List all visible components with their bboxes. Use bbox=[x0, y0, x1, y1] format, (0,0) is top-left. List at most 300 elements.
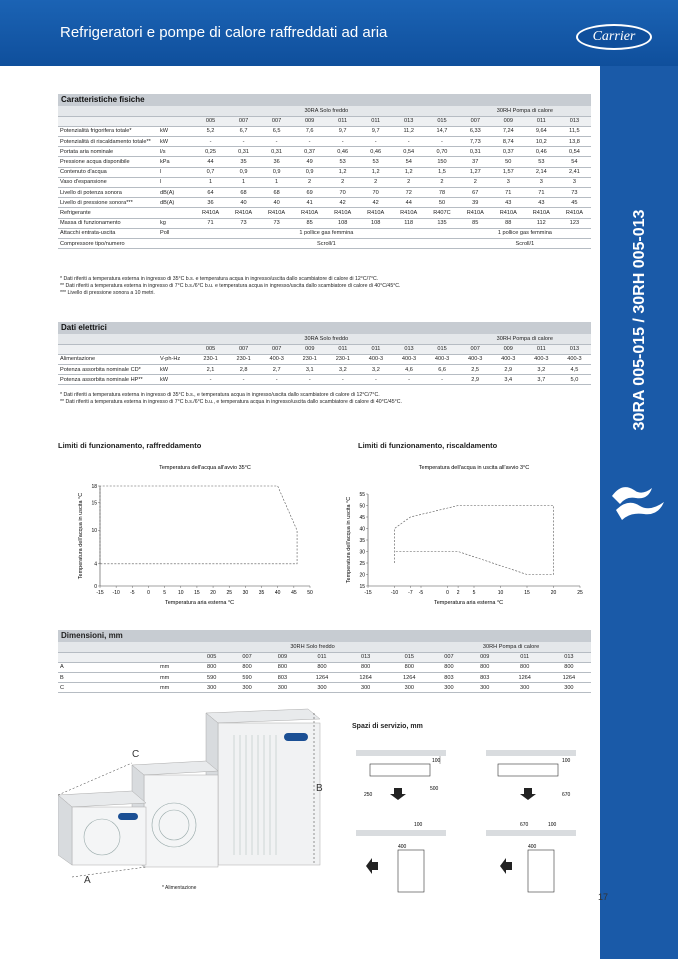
table-cell: R407C bbox=[425, 208, 459, 218]
model-header: 011 bbox=[300, 652, 344, 662]
table-cell: - bbox=[194, 375, 227, 385]
x-tick-label: -5 bbox=[130, 590, 135, 596]
table-cell: 42 bbox=[326, 198, 359, 208]
x-tick-label: 15 bbox=[194, 590, 200, 596]
model-header: 009 bbox=[492, 116, 525, 126]
table-cell: 803 bbox=[265, 673, 300, 683]
page-number: 17 bbox=[598, 892, 609, 902]
row-unit: Poll bbox=[158, 228, 194, 238]
x-tick-label: 2 bbox=[456, 590, 460, 596]
table-cell: 1,2 bbox=[359, 167, 392, 177]
row-label: Vaso d'espansione bbox=[58, 177, 158, 187]
physical-table bbox=[58, 106, 591, 249]
model-header: 013 bbox=[558, 116, 591, 126]
footnote: ** Dati riferiti a temperatura esterna in ingresso di 7°C b.s./6°C b.u., e temperatura acqua in ingresso/uscita dallo scambiatore di calore di 40°C/45°C. bbox=[60, 399, 402, 405]
group-header-rh: 30RH Pompa di calore bbox=[431, 642, 591, 652]
table-spacer bbox=[58, 334, 158, 344]
table-cell: 2 bbox=[326, 177, 359, 187]
row-unit: l bbox=[158, 167, 194, 177]
x-tick-label: 10 bbox=[497, 590, 504, 596]
table-cell: 0,9 bbox=[260, 167, 293, 177]
table-cell: 73 bbox=[260, 218, 293, 228]
service-dim-100-a: 100 bbox=[432, 758, 441, 764]
model-header: 011 bbox=[359, 116, 392, 126]
dim-label-c: C bbox=[132, 749, 140, 760]
table-cell: 8,74 bbox=[492, 137, 525, 147]
table-cell: 50 bbox=[492, 157, 525, 167]
heating-chart-title: Limiti di funzionamento, riscaldamento bbox=[358, 441, 498, 450]
table-cell: - bbox=[359, 137, 392, 147]
table-cell: 36 bbox=[194, 198, 227, 208]
group-header-rh: 30RH Pompa di calore bbox=[459, 106, 591, 116]
table-spacer bbox=[158, 642, 194, 652]
table-cell: 0,37 bbox=[293, 147, 326, 157]
service-dim-100-b: 100 bbox=[562, 758, 571, 764]
row-unit bbox=[158, 238, 194, 248]
row-unit: dB(A) bbox=[158, 198, 194, 208]
table-cell: 300 bbox=[503, 683, 547, 693]
table-row bbox=[58, 662, 591, 672]
table-cell: 39 bbox=[459, 198, 492, 208]
table-cell: 0,9 bbox=[227, 167, 260, 177]
x-tick-label: 0 bbox=[446, 590, 449, 596]
table-cell: - bbox=[326, 375, 359, 385]
row-unit: mm bbox=[158, 662, 194, 672]
table-cell: 400-3 bbox=[558, 354, 591, 364]
table-cell: 37 bbox=[459, 157, 492, 167]
table-cell: 1 bbox=[227, 177, 260, 187]
table-cell: - bbox=[359, 375, 392, 385]
table-cell: 0,54 bbox=[558, 147, 591, 157]
x-axis-label: Temperatura aria esterna °C bbox=[165, 600, 235, 606]
row-unit: l bbox=[158, 177, 194, 187]
table-cell: 0,70 bbox=[425, 147, 459, 157]
service-dim-400-b: 400 bbox=[528, 844, 537, 850]
table-cell: 590 bbox=[229, 673, 264, 683]
table-cell: 1,2 bbox=[326, 167, 359, 177]
table-row bbox=[58, 354, 591, 364]
table-cell: 0,54 bbox=[392, 147, 425, 157]
table-cell: - bbox=[392, 137, 425, 147]
row-label: Potenzialità frigorifera totale* bbox=[58, 126, 158, 136]
chart-subtitle: Temperatura dell'acqua all'avvio 35°C bbox=[159, 465, 251, 471]
page-header bbox=[0, 0, 678, 66]
model-header: 009 bbox=[467, 652, 503, 662]
table-cell: 400-3 bbox=[525, 354, 558, 364]
table-cell: 36 bbox=[260, 157, 293, 167]
table-cell: 800 bbox=[300, 662, 344, 672]
group-header-rh: 30RH Pompa di calore bbox=[459, 334, 591, 344]
table-group-row bbox=[58, 642, 591, 652]
table-cell: 1 pollice gas femmina bbox=[459, 228, 591, 238]
x-tick-label: 20 bbox=[210, 590, 216, 596]
table-cell: 85 bbox=[293, 218, 326, 228]
table-cell: 400-3 bbox=[392, 354, 425, 364]
table-cell: 800 bbox=[547, 662, 591, 672]
table-cell: 1,57 bbox=[492, 167, 525, 177]
service-dim-670-a: 670 bbox=[562, 792, 571, 798]
y-tick-label: 0 bbox=[94, 583, 97, 590]
table-cell: 40 bbox=[227, 198, 260, 208]
model-header: 013 bbox=[547, 652, 591, 662]
table-cell: 400-3 bbox=[426, 354, 459, 364]
y-tick-label: 15 bbox=[91, 500, 97, 507]
table-cell: 11,2 bbox=[392, 126, 425, 136]
table-group-row bbox=[58, 106, 591, 116]
table-cell: - bbox=[326, 137, 359, 147]
table-cell: 300 bbox=[467, 683, 503, 693]
table-cell: 41 bbox=[293, 198, 326, 208]
table-cell: 1264 bbox=[387, 673, 431, 683]
model-header: 005 bbox=[194, 116, 227, 126]
table-cell: 0,31 bbox=[260, 147, 293, 157]
model-header: 005 bbox=[194, 652, 229, 662]
row-unit bbox=[158, 208, 194, 218]
table-cell: R410A bbox=[459, 208, 492, 218]
table-cell: 2 bbox=[392, 177, 425, 187]
model-header: 013 bbox=[344, 652, 388, 662]
table-cell: 71 bbox=[492, 188, 525, 198]
table-spacer bbox=[158, 652, 194, 662]
table-cell: 1264 bbox=[300, 673, 344, 683]
y-tick-label: 50 bbox=[359, 503, 365, 510]
table-cell: 300 bbox=[547, 683, 591, 693]
table-cell: 800 bbox=[503, 662, 547, 672]
service-space-title: Spazi di servizio, mm bbox=[352, 723, 423, 730]
table-spacer bbox=[158, 106, 194, 116]
table-models-row bbox=[58, 116, 591, 126]
table-cell: 590 bbox=[194, 673, 229, 683]
row-label: Portata aria nominale bbox=[58, 147, 158, 157]
model-header: 009 bbox=[492, 344, 525, 354]
table-row bbox=[58, 375, 591, 385]
table-cell: 2,8 bbox=[227, 365, 260, 375]
dim-label-b: B bbox=[316, 783, 323, 794]
table-cell: 7,24 bbox=[492, 126, 525, 136]
table-cell: 2,41 bbox=[558, 167, 591, 177]
service-dim-100-d: 100 bbox=[548, 822, 557, 828]
model-header: 015 bbox=[387, 652, 431, 662]
table-cell: 230-1 bbox=[227, 354, 260, 364]
table-cell: - bbox=[293, 375, 326, 385]
table-cell: 108 bbox=[359, 218, 392, 228]
table-cell: - bbox=[293, 137, 326, 147]
table-cell: 53 bbox=[359, 157, 392, 167]
x-tick-label: -5 bbox=[418, 590, 424, 596]
table-cell: 9,7 bbox=[326, 126, 359, 136]
table-spacer bbox=[158, 334, 194, 344]
cooling-chart-title: Limiti di funzionamento, raffreddamento bbox=[58, 441, 202, 450]
table-cell: 6,6 bbox=[426, 365, 459, 375]
table-cell: 1,27 bbox=[459, 167, 492, 177]
table-models-row bbox=[58, 344, 591, 354]
table-cell: 73 bbox=[558, 188, 591, 198]
table-cell: 54 bbox=[558, 157, 591, 167]
table-cell: 88 bbox=[492, 218, 525, 228]
y-tick-label: 4 bbox=[94, 561, 97, 568]
model-header: 007 bbox=[431, 652, 467, 662]
table-cell: 42 bbox=[359, 198, 392, 208]
table-spacer bbox=[58, 106, 158, 116]
table-cell: 400-3 bbox=[260, 354, 293, 364]
row-label: Contenuto d'acqua bbox=[58, 167, 158, 177]
table-cell: 71 bbox=[194, 218, 227, 228]
table-cell: 3 bbox=[492, 177, 525, 187]
table-cell: 108 bbox=[326, 218, 359, 228]
model-header: 011 bbox=[359, 344, 392, 354]
table-cell: 3,1 bbox=[293, 365, 326, 375]
table-cell: 800 bbox=[344, 662, 388, 672]
table-row bbox=[58, 238, 591, 248]
table-cell: 43 bbox=[525, 198, 558, 208]
model-header: 013 bbox=[392, 344, 425, 354]
footnote: * Dati riferiti a temperatura esterna in ingresso di 35°C b.s. e temperatura acqua in ingresso/uscita dallo scambiatore di calore di 12°C/7°C. bbox=[60, 276, 379, 282]
table-row bbox=[58, 198, 591, 208]
table-cell: 800 bbox=[194, 662, 229, 672]
table-row bbox=[58, 167, 591, 177]
row-unit: l/s bbox=[158, 147, 194, 157]
table-cell: 3 bbox=[558, 177, 591, 187]
row-unit: mm bbox=[158, 683, 194, 693]
table-cell: 0,46 bbox=[525, 147, 558, 157]
table-cell: 300 bbox=[265, 683, 300, 693]
table-cell: 300 bbox=[387, 683, 431, 693]
x-tick-label: 15 bbox=[524, 590, 530, 596]
table-cell: 53 bbox=[525, 157, 558, 167]
table-cell: 3 bbox=[525, 177, 558, 187]
row-label: Alimentazione bbox=[58, 354, 158, 364]
row-unit: kPa bbox=[158, 157, 194, 167]
row-label: Livello di pressione sonora*** bbox=[58, 198, 158, 208]
row-unit: kW bbox=[158, 137, 194, 147]
page-tab bbox=[603, 906, 611, 956]
electrical-section-title: Dati elettrici bbox=[58, 322, 591, 334]
table-cell: 0,31 bbox=[459, 147, 492, 157]
model-header: 007 bbox=[227, 116, 260, 126]
table-row bbox=[58, 157, 591, 167]
table-cell: Scroll/1 bbox=[194, 238, 459, 248]
row-label: Massa di funzionamento bbox=[58, 218, 158, 228]
table-cell: 68 bbox=[260, 188, 293, 198]
physical-notes bbox=[60, 276, 400, 297]
table-cell: 3,2 bbox=[359, 365, 392, 375]
service-dim-400-a: 400 bbox=[398, 844, 407, 850]
table-cell: 64 bbox=[194, 188, 227, 198]
table-cell: 6,5 bbox=[260, 126, 293, 136]
table-cell: - bbox=[194, 137, 227, 147]
page-title: Refrigeratori e pompe di calore raffreddati ad aria bbox=[60, 24, 388, 41]
table-cell: 4,6 bbox=[392, 365, 425, 375]
row-unit: kW bbox=[158, 375, 194, 385]
table-cell: 1 pollice gas femmina bbox=[194, 228, 459, 238]
model-header: 009 bbox=[293, 116, 326, 126]
x-tick-label: 40 bbox=[274, 590, 281, 596]
model-header: 013 bbox=[558, 344, 591, 354]
operating-envelope bbox=[100, 486, 297, 564]
table-row bbox=[58, 218, 591, 228]
model-header: 011 bbox=[525, 344, 558, 354]
table-cell: Scroll/1 bbox=[459, 238, 591, 248]
model-header: 011 bbox=[503, 652, 547, 662]
table-cell: 14,7 bbox=[425, 126, 459, 136]
table-cell: 9,64 bbox=[525, 126, 558, 136]
table-spacer bbox=[58, 116, 158, 126]
service-dim-250: 250 bbox=[364, 792, 373, 798]
operating-envelope bbox=[395, 506, 554, 575]
row-label: B bbox=[58, 673, 158, 683]
table-cell: 70 bbox=[359, 188, 392, 198]
table-cell: 78 bbox=[425, 188, 459, 198]
table-cell: 6,33 bbox=[459, 126, 492, 136]
x-tick-label: -10 bbox=[112, 590, 120, 596]
y-tick-label: 20 bbox=[359, 572, 365, 579]
y-tick-label: 35 bbox=[359, 537, 365, 544]
model-header: 011 bbox=[326, 116, 359, 126]
model-header: 007 bbox=[260, 116, 293, 126]
group-header-ra: 30RA Solo freddo bbox=[194, 334, 459, 344]
row-label: C bbox=[58, 683, 158, 693]
table-cell: 85 bbox=[459, 218, 492, 228]
table-cell: - bbox=[227, 375, 260, 385]
table-cell: 2,9 bbox=[492, 365, 525, 375]
table-cell: R410A bbox=[525, 208, 558, 218]
table-cell: 73 bbox=[227, 218, 260, 228]
row-label: Potenza assorbita nominale HP** bbox=[58, 375, 158, 385]
table-cell: 800 bbox=[265, 662, 300, 672]
model-header: 015 bbox=[426, 344, 459, 354]
service-dim-100-c: 100 bbox=[414, 822, 423, 828]
table-cell: 118 bbox=[392, 218, 425, 228]
table-cell: 49 bbox=[293, 157, 326, 167]
y-tick-label: 10 bbox=[91, 528, 97, 535]
table-cell: 1264 bbox=[344, 673, 388, 683]
table-cell: 230-1 bbox=[194, 354, 227, 364]
row-label: Potenzialità di riscaldamento totale** bbox=[58, 137, 158, 147]
y-tick-label: 18 bbox=[91, 483, 97, 490]
row-label: Pressione acqua disponibile bbox=[58, 157, 158, 167]
table-cell: 0,25 bbox=[194, 147, 227, 157]
table-cell: - bbox=[260, 137, 293, 147]
table-row bbox=[58, 188, 591, 198]
row-unit: kW bbox=[158, 126, 194, 136]
power-supply-note: * Alimentazione bbox=[162, 885, 197, 891]
table-cell: 3,4 bbox=[492, 375, 525, 385]
table-cell: 0,7 bbox=[194, 167, 227, 177]
model-header: 005 bbox=[194, 344, 227, 354]
y-tick-label: 25 bbox=[359, 560, 365, 567]
y-tick-label: 40 bbox=[359, 526, 365, 533]
table-row bbox=[58, 228, 591, 238]
table-cell: R410A bbox=[260, 208, 293, 218]
row-label: Livello di potenza sonora bbox=[58, 188, 158, 198]
model-header: 007 bbox=[260, 344, 293, 354]
wave-icon bbox=[608, 476, 670, 524]
table-cell: 3,7 bbox=[525, 375, 558, 385]
table-cell: 2,9 bbox=[459, 375, 492, 385]
table-cell: 123 bbox=[558, 218, 591, 228]
dimensions-table bbox=[58, 642, 591, 693]
table-cell: 2,1 bbox=[194, 365, 227, 375]
table-cell: 300 bbox=[300, 683, 344, 693]
table-cell: 2 bbox=[459, 177, 492, 187]
table-cell: 400-3 bbox=[459, 354, 492, 364]
x-tick-label: 50 bbox=[307, 590, 313, 596]
table-cell: 43 bbox=[492, 198, 525, 208]
table-cell: 803 bbox=[467, 673, 503, 683]
row-unit: V-ph-Hz bbox=[158, 354, 194, 364]
model-header: 011 bbox=[525, 116, 558, 126]
table-cell: R410A bbox=[392, 208, 425, 218]
table-row bbox=[58, 147, 591, 157]
model-header: 015 bbox=[425, 116, 459, 126]
y-axis-label: Temperatura dell'acqua in uscita °C bbox=[346, 496, 352, 584]
table-cell: - bbox=[392, 375, 425, 385]
table-cell: 2,5 bbox=[459, 365, 492, 375]
y-axis-label: Temperatura dell'acqua in uscita °C bbox=[78, 492, 84, 580]
table-cell: 800 bbox=[387, 662, 431, 672]
x-tick-label: -7 bbox=[408, 590, 413, 596]
table-cell: 7,6 bbox=[293, 126, 326, 136]
electrical-table bbox=[58, 334, 591, 385]
table-cell: 2 bbox=[425, 177, 459, 187]
table-cell: 4,5 bbox=[558, 365, 591, 375]
table-cell: - bbox=[227, 137, 260, 147]
table-cell: 2 bbox=[293, 177, 326, 187]
table-cell: 0,46 bbox=[359, 147, 392, 157]
table-row bbox=[58, 177, 591, 187]
table-cell: 300 bbox=[344, 683, 388, 693]
units-illustration bbox=[58, 705, 333, 895]
group-header-ra: 30RA Solo freddo bbox=[194, 106, 459, 116]
carrier-logo: Carrier bbox=[576, 24, 652, 50]
table-cell: 300 bbox=[431, 683, 467, 693]
table-cell: 44 bbox=[392, 198, 425, 208]
table-cell: 800 bbox=[467, 662, 503, 672]
model-header: 007 bbox=[227, 344, 260, 354]
table-cell: 1 bbox=[194, 177, 227, 187]
table-cell: 1264 bbox=[547, 673, 591, 683]
table-cell: R410A bbox=[227, 208, 260, 218]
table-cell: 400-3 bbox=[492, 354, 525, 364]
table-cell: 44 bbox=[194, 157, 227, 167]
table-cell: - bbox=[426, 375, 459, 385]
model-header: 011 bbox=[326, 344, 359, 354]
table-cell: - bbox=[425, 137, 459, 147]
footnote: * Dati riferiti a temperatura esterna in ingresso di 35°C b.s., e temperatura acqua in ingresso/uscita dallo scambiatore di calore di 12°C/7°C. bbox=[60, 392, 380, 398]
table-cell: - bbox=[260, 375, 293, 385]
table-cell: 112 bbox=[525, 218, 558, 228]
x-tick-label: -15 bbox=[364, 590, 372, 596]
table-cell: 1,5 bbox=[425, 167, 459, 177]
electrical-notes bbox=[60, 392, 402, 406]
x-tick-label: 20 bbox=[550, 590, 557, 596]
table-cell: 6,7 bbox=[227, 126, 260, 136]
service-dim-670-b: 670 bbox=[520, 822, 529, 828]
table-row bbox=[58, 126, 591, 136]
table-cell: 5,2 bbox=[194, 126, 227, 136]
table-cell: 400-3 bbox=[359, 354, 392, 364]
table-cell: 2 bbox=[359, 177, 392, 187]
table-spacer bbox=[58, 642, 158, 652]
table-cell: 45 bbox=[558, 198, 591, 208]
x-tick-label: -15 bbox=[96, 590, 104, 596]
table-cell: 68 bbox=[227, 188, 260, 198]
x-tick-label: 25 bbox=[226, 590, 233, 596]
table-cell: 67 bbox=[459, 188, 492, 198]
row-unit: kg bbox=[158, 218, 194, 228]
row-unit: kW bbox=[158, 365, 194, 375]
y-tick-label: 45 bbox=[359, 514, 365, 521]
